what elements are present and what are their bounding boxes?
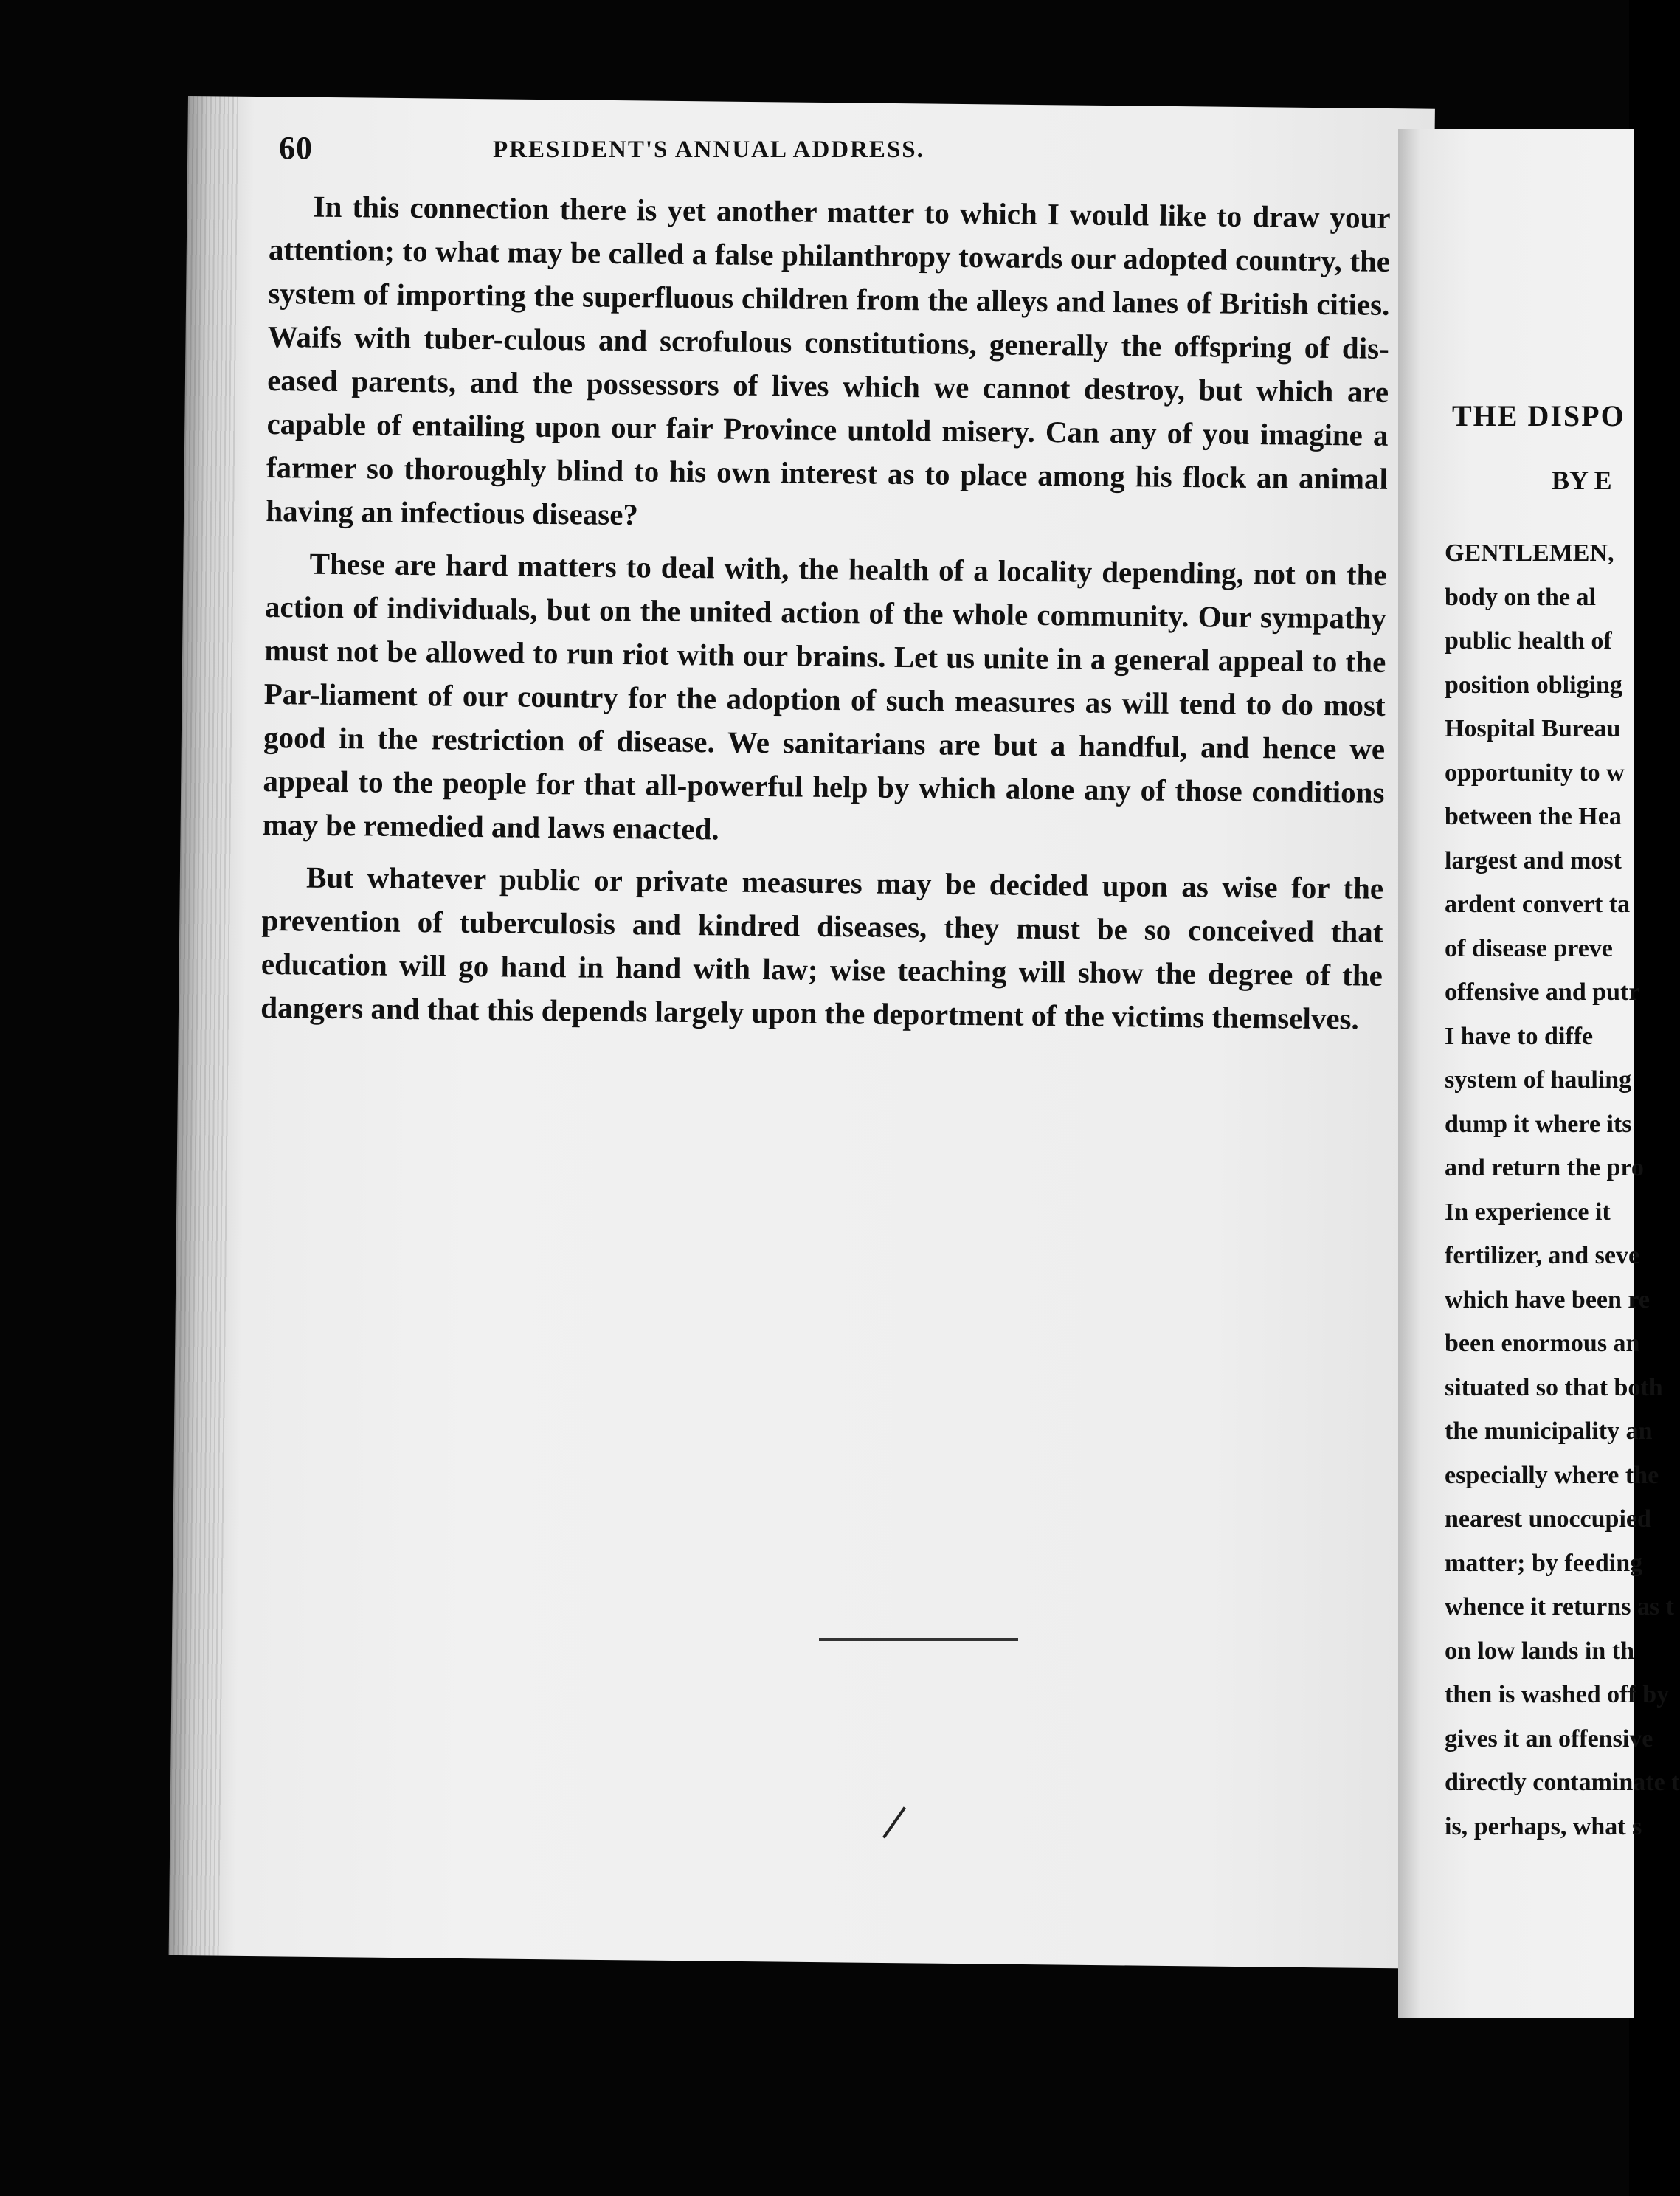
text-line: nearest unoccupied [1445,1505,1651,1533]
article-byline: BY E [1552,466,1612,495]
running-head: PRESIDENT'S ANNUAL ADDRESS. [493,137,924,163]
text-line: and return the pro [1445,1154,1644,1181]
text-line: gives it an offensive [1445,1724,1653,1753]
article-title: THE DISPO [1452,399,1625,432]
text-line: of disease preve [1445,934,1613,962]
text-line: between the Hea [1445,803,1622,830]
text-line: directly contaminate t [1445,1769,1680,1796]
text-line: the municipality an [1445,1418,1653,1445]
text-line: position obliging [1445,671,1622,699]
text-line: I have to diffe [1445,1022,1594,1050]
page-header [279,129,1238,173]
text-line: opportunity to w [1445,759,1625,787]
text-line: ardent convert ta [1445,891,1631,918]
text-line: offensive and putr [1445,978,1640,1006]
right-page-lines [1445,531,1680,1848]
text-line: fertilizer, and seve [1445,1242,1640,1269]
text-line: system of hauling [1445,1066,1632,1094]
text-line: largest and most [1445,846,1622,874]
body-text [260,184,1391,1050]
text-line: situated so that both [1445,1373,1663,1401]
text-line: public health of [1445,627,1612,655]
text-line: is, perhaps, what s [1445,1812,1642,1840]
text-line: dump it where its [1445,1110,1632,1138]
text-line: then is washed off by [1445,1681,1670,1708]
text-line: body on the al [1445,583,1596,611]
paragraph: In this connection there is yet another matter to which I would like to draw your attention; to what may be called a false philanthropy towards our adopted country, the system of importing the superfluous children from the alleys and lanes of British cities. Waifs with tuber-culous and scrofulous constitutions, generally the offspring of dis-eased parents, and the possessors of lives which we cannot destroy, but which are capable of entailing upon our fair Province untold misery. Can any of you imagine a farmer so thoroughly blind to his own interest as to place among his flock an animal having an infectious disease? [266,189,1391,532]
text-line: GENTLEMEN, [1445,539,1614,567]
section-end-rule [819,1638,1018,1641]
text-line: especially where the [1445,1461,1659,1489]
text-line: Hospital Bureau [1445,715,1621,742]
text-line: matter; by feeding [1445,1549,1643,1577]
text-line: which have been re [1445,1285,1650,1313]
text-line: whence it returns as t [1445,1593,1674,1620]
right-page-text [1445,398,1680,1848]
paragraph: But whatever public or private measures may be decided upon as wise for the prevention of tuberculosis and kindred diseases, they must be so conceived that education will go hand in hand with law; wise teaching will show the degree of the dangers and that this depends largely upon the deportment of the victims themselves. [260,860,1384,1036]
text-line: In experience it [1445,1198,1611,1226]
page-number: 60 [279,130,313,166]
paragraph: These are hard matters to deal with, the health of a locality depending, not on the action of individuals, but on the united action of the whole community. Our sympathy must not be allowed to run riot with our brains. Let us unite in a general appeal to the Par-liament of our country for the adoption of such measures as will tend to do most good in the restriction of disease. We sanitarians are but a handful, and hence we appeal to the people for that all-powerful help by which alone any of those conditions may be remedied and laws enacted. [262,546,1387,846]
text-line: on low lands in th [1445,1637,1634,1665]
text-line: been enormous an [1445,1330,1640,1357]
